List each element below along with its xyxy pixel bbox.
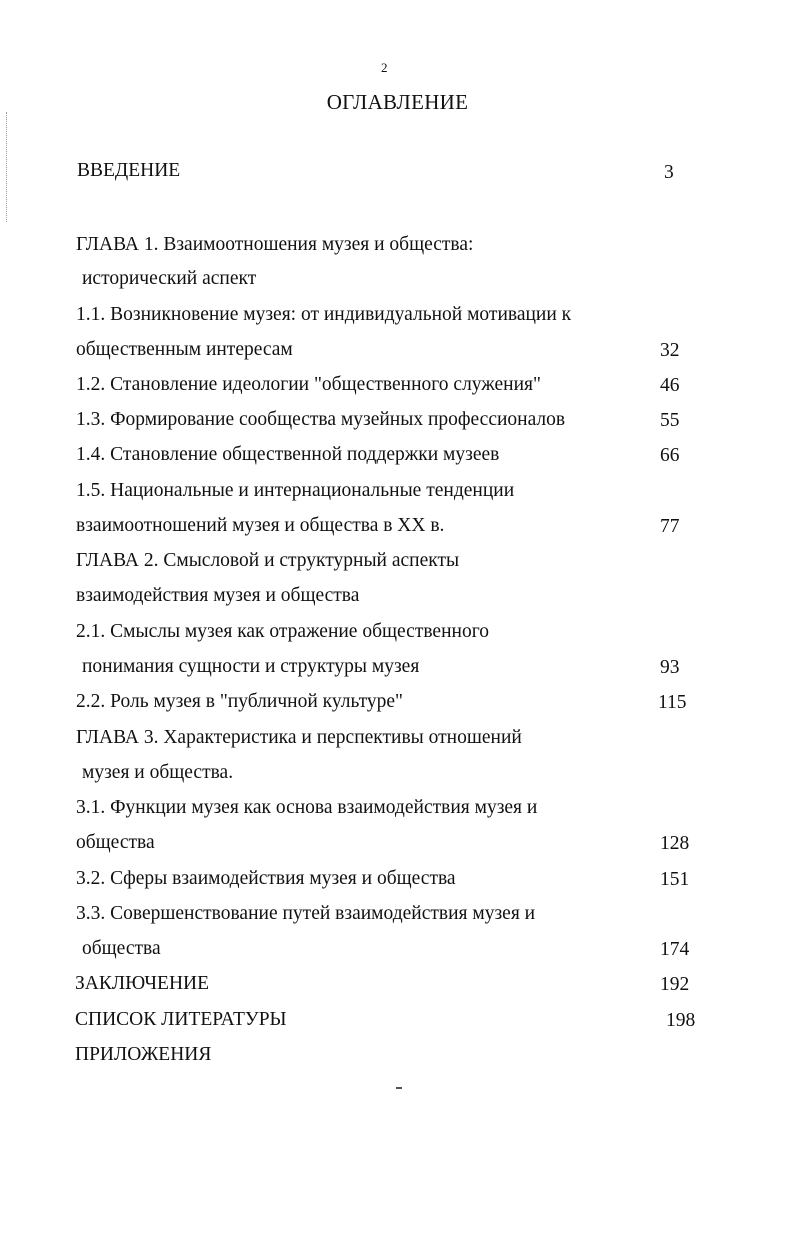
toc-section-2-1-line2: понимания сущности и структуры музея: [82, 656, 420, 677]
toc-chapter-2-line1: ГЛАВА 2. Смысловой и структурный аспекты: [76, 550, 460, 571]
scan-edge-marks: [6, 112, 9, 222]
toc-page-3-3: 174: [660, 939, 690, 960]
toc-entry-appendices: ПРИЛОЖЕНИЯ: [75, 1044, 212, 1065]
toc-section-2-1-line1: 2.1. Смыслы музея как отражение общественного: [76, 621, 489, 642]
toc-section-3-1-line2: общества: [76, 832, 155, 853]
toc-section-3-3-line2: общества: [82, 938, 161, 959]
toc-chapter-1-line1: ГЛАВА 1. Взаимоотношения музея и общества:: [76, 234, 474, 255]
toc-chapter-3-line2: музея и общества.: [82, 762, 234, 783]
toc-section-3-3-line1: 3.3. Совершенствование путей взаимодействия музея и: [76, 903, 536, 924]
toc-section-1-1-line1: 1.1. Возникновение музея: от индивидуальной мотивации к: [76, 304, 572, 325]
toc-section-1-4: 1.4. Становление общественной поддержки музеев: [76, 444, 500, 465]
toc-page-1-4: 66: [660, 445, 680, 466]
toc-section-2-2: 2.2. Роль музея в "публичной культуре": [76, 691, 403, 712]
toc-page-2-1: 93: [660, 657, 680, 678]
toc-section-3-2: 3.2. Сферы взаимодействия музея и общества: [76, 868, 456, 889]
toc-chapter-1-line2: исторический аспект: [82, 268, 257, 289]
toc-section-1-3: 1.3. Формирование сообщества музейных профессионалов: [76, 409, 566, 430]
toc-section-3-1-line1: 3.1. Функции музея как основа взаимодействия музея и: [76, 797, 538, 818]
page-number: 2: [381, 60, 388, 75]
toc-page-1-3: 55: [660, 410, 680, 431]
toc-page-1-2: 46: [660, 375, 680, 396]
toc-chapter-2-line2: взаимодействия музея и общества: [76, 585, 360, 606]
toc-page-1-1: 32: [660, 340, 680, 361]
toc-section-1-5-line2: взаимоотношений музея и общества в XX в.: [76, 515, 445, 536]
scan-speck: [396, 1087, 402, 1089]
toc-page-1-5: 77: [660, 516, 680, 537]
toc-section-1-1-line2: общественным интересам: [76, 339, 293, 360]
toc-page-intro: 3: [664, 162, 674, 183]
toc-section-1-2: 1.2. Становление идеологии "общественного служения": [76, 374, 541, 395]
toc-entry-bibliography: СПИСОК ЛИТЕРАТУРЫ: [75, 1009, 287, 1030]
toc-page-2-2: 115: [658, 692, 687, 713]
toc-entry-conclusion: ЗАКЛЮЧЕНИЕ: [75, 973, 210, 994]
toc-entry-intro: ВВЕДЕНИЕ: [77, 160, 181, 181]
page-title: ОГЛАВЛЕНИЕ: [326, 90, 469, 114]
toc-page-conclusion: 192: [660, 974, 690, 995]
toc-page-3-1: 128: [660, 833, 690, 854]
toc-page-bibliography: 198: [666, 1010, 696, 1031]
toc-section-1-5-line1: 1.5. Национальные и интернациональные тенденции: [76, 480, 515, 501]
toc-page-3-2: 151: [660, 869, 690, 890]
toc-chapter-3-line1: ГЛАВА 3. Характеристика и перспективы отношений: [76, 727, 522, 748]
